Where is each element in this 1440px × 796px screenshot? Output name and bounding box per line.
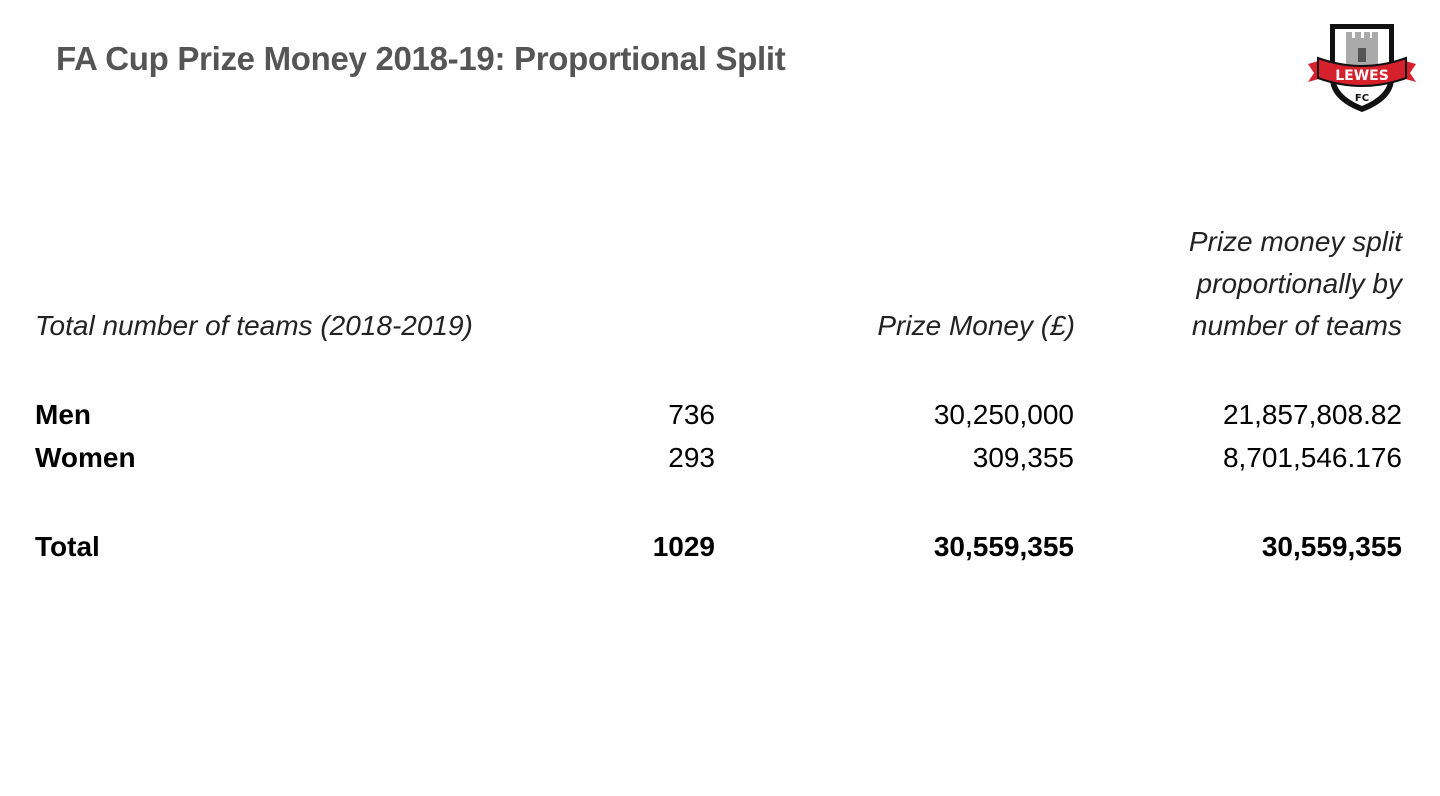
lewes-fc-crest-icon [1300, 16, 1424, 116]
cell-prize-total: 30,559,355 [933, 531, 1074, 562]
cell-split-men: 21,857,808.82 [1222, 399, 1402, 430]
column-header-proportional-split: Prize money split proportionally by number of teams [1188, 226, 1402, 341]
lewes-fc-logo [1300, 16, 1424, 116]
svg-text:FC: FC [1354, 93, 1370, 104]
cell-split-women: 8,701,546.176 [1222, 442, 1402, 473]
cell-teams-total: 1029 [652, 531, 715, 562]
svg-text:LEWES: LEWES [1335, 68, 1389, 84]
row-label-women: Women [35, 442, 136, 473]
cell-prize-women: 309,355 [972, 442, 1074, 473]
page-title: FA Cup Prize Money 2018-19: Proportional Split [56, 40, 786, 77]
cell-split-total: 30,559,355 [1261, 531, 1402, 562]
cell-teams-women: 293 [668, 442, 715, 473]
cell-prize-men: 30,250,000 [933, 399, 1074, 430]
cell-teams-men: 736 [668, 399, 715, 430]
row-label-men: Men [35, 399, 91, 430]
row-label-total: Total [35, 531, 100, 562]
column-header-prize-money: Prize Money (£) [877, 310, 1075, 341]
column-header-teams: Total number of teams (2018-2019) [35, 310, 473, 341]
